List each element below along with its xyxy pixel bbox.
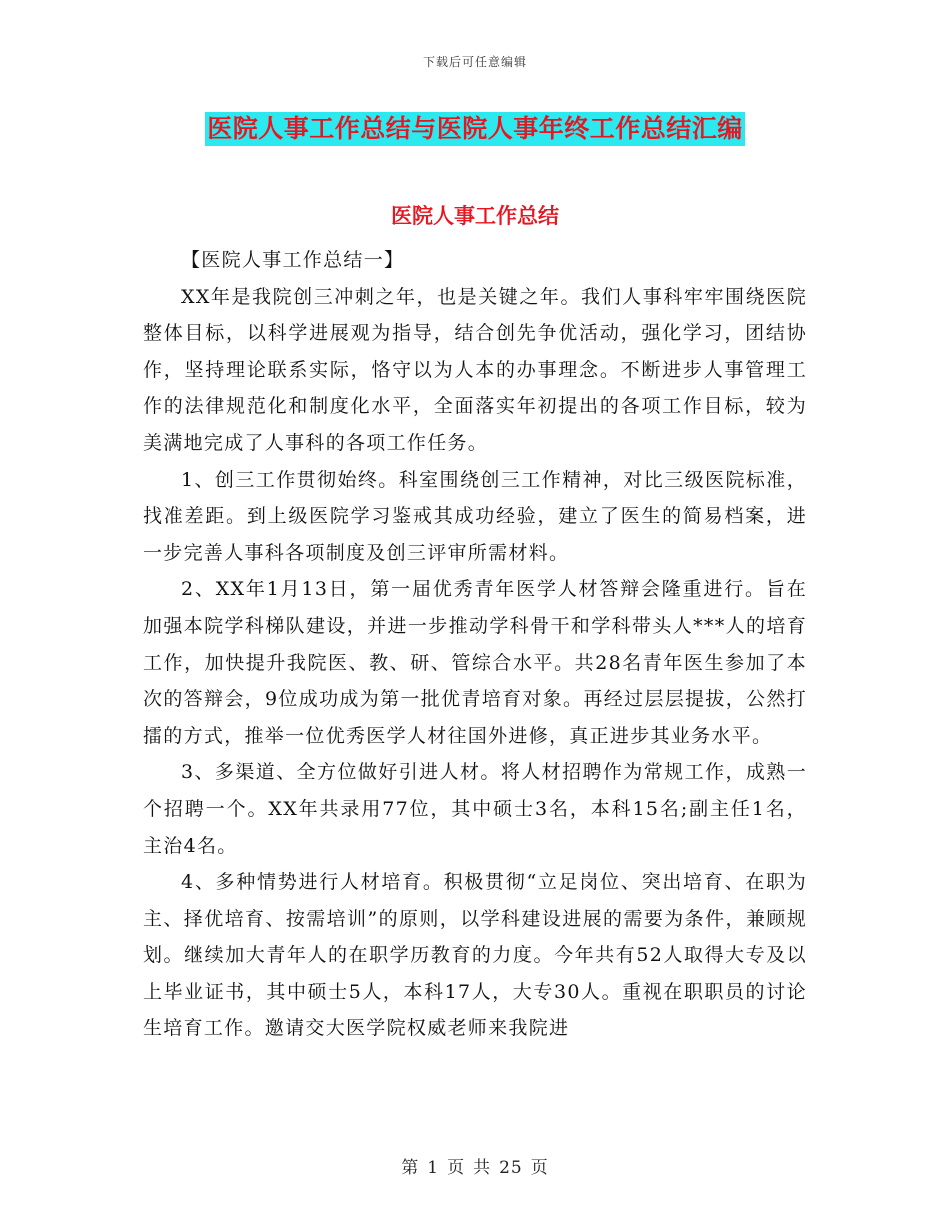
main-title-container [0,112,950,146]
page-label-suffix: 页 [530,1158,549,1178]
paragraph-item-1: 1、创三工作贯彻始终。科室围绕创三工作精神，对比三级医院标准，找准差距。到上级医院学习鉴戒其成功经验，建立了医生的简易档案，进一步完善人事科各项制度及创三评审所需材料。 [143,468,807,564]
page-label-mid: 页 [447,1158,466,1178]
paragraph-item-3: 3、多渠道、全方位做好引进人材。将人材招聘作为常规工作，成熟一个招聘一个。XX年共录用77位，其中硕士3名，本科15名;副主任1名，主治4名。 [143,761,807,857]
page-total-number: 25 [499,1158,523,1178]
page-label-total-prefix: 共 [473,1158,492,1178]
document-main-title: 医院人事工作总结与医院人事年终工作总结汇编 [205,112,745,146]
paragraph-item-4: 4、多种情势进行人材培育。积极贯彻“立足岗位、突出培育、在职为主、择优培育、按需培训”的原则，以学科建设进展的需要为条件，兼顾规划。继续加大青年人的在职学历教育的力度。今年共有52人取得大专及以上毕业证书，其中硕士5人，本科17人，大专30人。重视在职职员的讨论生培育工作。邀请交大医学院权威老师来我院进 [143,871,807,1040]
section-title: 医院人事工作总结 [391,204,559,228]
subsection-heading: 【医院人事工作总结一】 [181,249,405,271]
page-footer [0,1153,950,1178]
paragraph-intro: XX年是我院创三冲刺之年，也是关键之年。我们人事科牢牢围绕医院整体目标，以科学进展观为指导，结合创先争优活动，强化学习，团结协作，坚持理论联系实际，恪守以为人本的办事理念。不断进步人事管理工作的法律规范化和制度化水平，全面落实年初提出的各项工作目标，较为美满地完成了人事科的各项工作任务。 [143,285,807,454]
header-note: 下载后可任意编辑 [422,55,527,69]
paragraph-item-2: 2、XX年1月13日，第一届优秀青年医学人材答辩会隆重进行。旨在加强本院学科梯队建设，并进一步推动学科骨干和学科带头人***人的培育工作，加快提升我院医、教、研、管综合水平。共28名青年医生参加了本次的答辩会，9位成功成为第一批优青培育对象。再经过层层提拔，公然打擂的方式，推举一位优秀医学人材往国外进修，真正进步其业务水平。 [143,578,807,747]
page-label-prefix: 第 [401,1158,420,1178]
page-current-number: 1 [427,1158,440,1178]
document-body [143,242,807,1047]
